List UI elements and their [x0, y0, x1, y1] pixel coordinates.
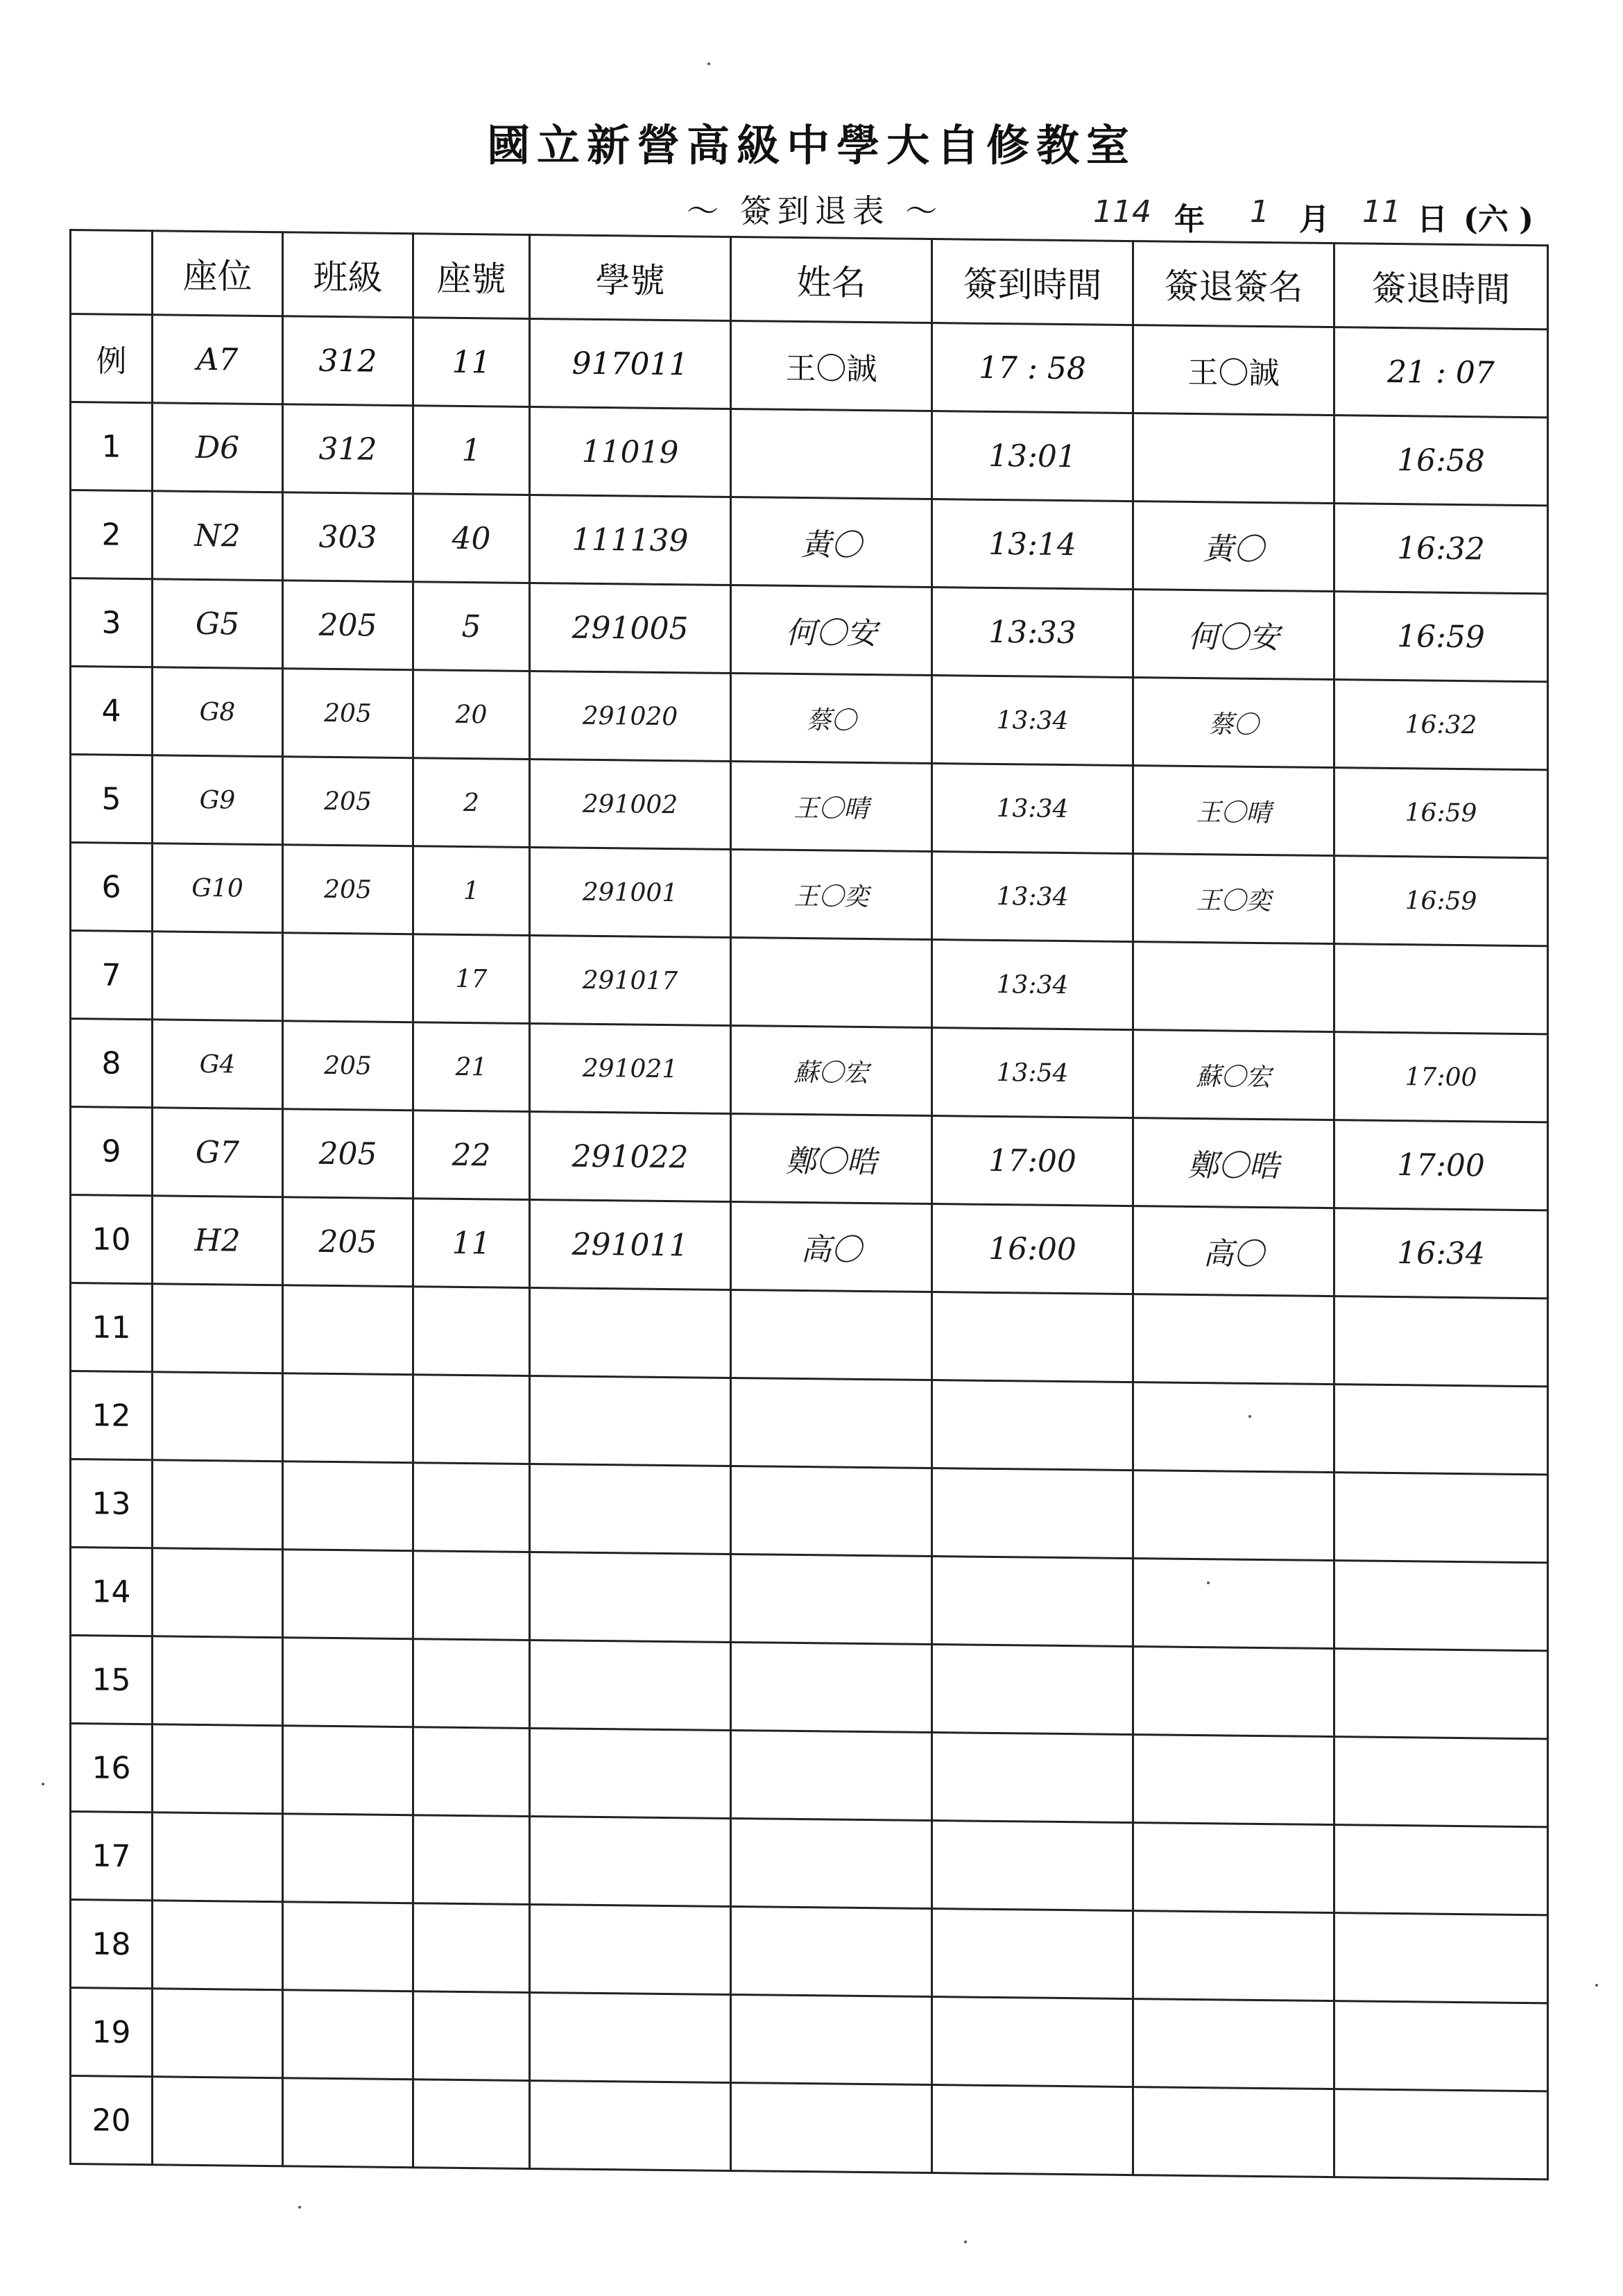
cell-seat-number[interactable]: 40: [413, 494, 530, 583]
cell-class[interactable]: 205: [283, 1197, 413, 1287]
cell-student-id[interactable]: [530, 1376, 731, 1466]
cell-seat[interactable]: [153, 1724, 283, 1814]
cell-sign-in-time[interactable]: 13:34: [932, 852, 1133, 942]
cell-seat-number[interactable]: 20: [413, 670, 530, 760]
cell-seat-number[interactable]: 5: [413, 582, 530, 671]
cell-seat[interactable]: H2: [153, 1196, 283, 1285]
cell-class[interactable]: 205: [283, 669, 413, 758]
cell-student-id[interactable]: [530, 1992, 731, 2082]
cell-seat-number[interactable]: [413, 2080, 530, 2169]
col-header-name: 姓名: [731, 237, 932, 323]
cell-seat-number[interactable]: [413, 1991, 530, 2081]
cell-student-id[interactable]: 111139: [530, 495, 731, 585]
cell-sign-in-time[interactable]: [932, 1380, 1133, 1471]
scan-speck: [1207, 1582, 1210, 1584]
form-subtitle: ～ 簽到退表 ～: [687, 192, 943, 230]
cell-student-id[interactable]: 11019: [530, 406, 731, 497]
cell-seat-number[interactable]: 11: [413, 1199, 530, 1288]
table-row: [71, 1459, 1548, 1563]
cell-student-id[interactable]: [530, 1904, 731, 1994]
cell-seat-number[interactable]: [413, 1551, 530, 1640]
example-student-id: 917011: [530, 318, 731, 409]
sign-in-sheet: [69, 229, 1547, 2166]
cell-seat-number[interactable]: [413, 1639, 530, 1729]
cell-sign-out-signature[interactable]: [1133, 1471, 1334, 1561]
cell-rowno: 17: [71, 1812, 153, 1901]
scan-speck: [1595, 1984, 1598, 1987]
cell-sign-out-signature[interactable]: [1133, 1823, 1334, 1913]
example-seat-number: 11: [413, 318, 530, 407]
cell-class[interactable]: [283, 1726, 413, 1815]
table-row: [71, 755, 1548, 858]
cell-class[interactable]: [283, 1990, 413, 2080]
cell-seat-number[interactable]: 1: [413, 406, 530, 495]
cell-sign-in-time[interactable]: 13:34: [932, 764, 1133, 854]
cell-name[interactable]: 王〇晴: [731, 761, 932, 851]
cell-student-id[interactable]: 291001: [530, 847, 731, 937]
cell-sign-in-time[interactable]: 13:14: [932, 499, 1133, 590]
cell-seat-number[interactable]: [413, 1727, 530, 1817]
cell-seat-number[interactable]: 17: [413, 934, 530, 1024]
cell-sign-out-signature[interactable]: 王〇晴: [1133, 766, 1334, 856]
cell-seat-number[interactable]: [413, 1815, 530, 1905]
cell-seat[interactable]: [153, 1813, 283, 1902]
cell-name[interactable]: 蔡〇: [731, 673, 932, 763]
cell-seat[interactable]: [153, 932, 283, 1021]
cell-sign-in-time[interactable]: [932, 1909, 1133, 1999]
cell-seat-number[interactable]: 21: [413, 1022, 530, 1112]
cell-seat[interactable]: G4: [153, 1020, 283, 1109]
cell-name[interactable]: [731, 1906, 932, 1996]
table-row: [71, 1900, 1548, 2003]
form-title: 國立新營高級中學大自修教室: [486, 120, 1136, 171]
col-header-class: 班級: [283, 232, 413, 318]
example-sign-out-time: 21 : 07: [1334, 327, 1548, 418]
cell-sign-in-time[interactable]: [932, 1645, 1133, 1735]
cell-rowno: 14: [71, 1548, 153, 1636]
cell-sign-out-time[interactable]: [1334, 944, 1548, 1034]
date-month: 1: [1250, 194, 1269, 230]
cell-sign-in-time[interactable]: 13:33: [932, 588, 1133, 678]
cell-sign-in-time[interactable]: [932, 1821, 1133, 1911]
cell-name[interactable]: 何〇安: [731, 585, 932, 675]
cell-student-id[interactable]: [530, 1640, 731, 1730]
cell-sign-in-time[interactable]: [932, 1997, 1133, 2087]
cell-class[interactable]: 205: [283, 1109, 413, 1199]
col-header-seat-number: 座號: [413, 234, 530, 319]
cell-class[interactable]: [283, 1902, 413, 1991]
cell-sign-in-time[interactable]: [932, 1292, 1133, 1382]
cell-name[interactable]: [731, 1554, 932, 1644]
cell-class[interactable]: [283, 2078, 413, 2168]
cell-student-id[interactable]: [530, 2080, 731, 2170]
cell-seat[interactable]: [153, 1989, 283, 2078]
table-row: [71, 1195, 1548, 1299]
cell-sign-out-time[interactable]: 16:32: [1334, 680, 1548, 770]
cell-seat[interactable]: N2: [153, 491, 283, 581]
example-class: 312: [283, 316, 413, 406]
cell-name[interactable]: 高〇: [731, 1201, 932, 1292]
table-row: [71, 1724, 1548, 1827]
cell-sign-out-time[interactable]: 16:34: [1334, 1208, 1548, 1299]
cell-sign-out-signature[interactable]: 王〇奕: [1133, 854, 1334, 944]
table-row: [71, 1812, 1548, 1915]
table-row: [71, 843, 1548, 946]
table-row: [71, 1371, 1548, 1475]
cell-seat[interactable]: G8: [153, 667, 283, 757]
cell-name[interactable]: 黃〇: [731, 497, 932, 587]
cell-sign-out-signature[interactable]: 蘇〇宏: [1133, 1030, 1334, 1120]
table-row: [71, 402, 1548, 506]
cell-class[interactable]: 312: [283, 404, 413, 494]
cell-seat-number[interactable]: 2: [413, 758, 530, 848]
cell-rowno: 16: [71, 1724, 153, 1813]
cell-rowno: 7: [71, 931, 153, 1020]
cell-rowno: 2: [71, 490, 153, 579]
cell-sign-out-signature[interactable]: 鄭〇晧: [1133, 1118, 1334, 1208]
cell-name[interactable]: [731, 2082, 932, 2173]
cell-class[interactable]: 303: [283, 492, 413, 582]
cell-seat-number[interactable]: 1: [413, 846, 530, 936]
cell-rowno: 11: [71, 1283, 153, 1372]
cell-sign-out-signature[interactable]: [1133, 1382, 1334, 1473]
cell-student-id[interactable]: [530, 1816, 731, 1906]
cell-rowno: 1: [71, 402, 153, 491]
cell-sign-in-time[interactable]: 13:01: [932, 411, 1133, 502]
cell-sign-out-time[interactable]: 17:00: [1334, 1120, 1548, 1210]
cell-sign-out-time[interactable]: 16:59: [1334, 856, 1548, 946]
cell-sign-out-signature[interactable]: 何〇安: [1133, 590, 1334, 680]
cell-sign-out-signature[interactable]: 黃〇: [1133, 502, 1334, 592]
cell-sign-out-time[interactable]: 16:32: [1334, 504, 1548, 594]
cell-sign-out-signature[interactable]: [1133, 2087, 1334, 2177]
scan-speck: [298, 2206, 301, 2209]
cell-sign-out-signature[interactable]: [1133, 942, 1334, 1032]
date-weekday: (六 ): [1463, 202, 1534, 237]
table-row: [71, 1019, 1548, 1122]
cell-student-id[interactable]: 291011: [530, 1199, 731, 1290]
example-sign-in-time: 17 : 58: [932, 323, 1133, 413]
table-row: [71, 2076, 1548, 2179]
cell-sign-out-signature[interactable]: 高〇: [1133, 1206, 1334, 1296]
cell-sign-out-time[interactable]: 16:59: [1334, 768, 1548, 858]
cell-rowno: 5: [71, 755, 153, 843]
table-row: [71, 1548, 1548, 1651]
cell-sign-out-time[interactable]: 16:59: [1334, 592, 1548, 682]
cell-sign-out-time[interactable]: [1334, 2089, 1548, 2179]
cell-seat[interactable]: [153, 1636, 283, 1726]
cell-sign-in-time[interactable]: [932, 1468, 1133, 1559]
cell-seat[interactable]: [153, 1284, 283, 1373]
cell-rowno: 18: [71, 1900, 153, 1989]
cell-student-id[interactable]: 291021: [530, 1023, 731, 1113]
cell-sign-out-signature[interactable]: [1133, 1559, 1334, 1649]
cell-sign-in-time[interactable]: 17:00: [932, 1116, 1133, 1206]
cell-class[interactable]: 205: [283, 1021, 413, 1111]
cell-student-id[interactable]: 291022: [530, 1111, 731, 1201]
cell-seat[interactable]: [153, 1372, 283, 1462]
cell-student-id[interactable]: 291020: [530, 671, 731, 761]
cell-name[interactable]: [731, 937, 932, 1027]
table-row: [71, 579, 1548, 682]
cell-student-id[interactable]: [530, 1728, 731, 1818]
table-row: [71, 1283, 1548, 1387]
header-row: [71, 230, 1548, 329]
cell-seat[interactable]: G5: [153, 579, 283, 669]
cell-class[interactable]: [283, 933, 413, 1022]
cell-name[interactable]: [731, 1818, 932, 1908]
example-sign-out-signature: 王〇誠: [1133, 325, 1334, 415]
cell-rowno: 9: [71, 1107, 153, 1196]
col-header-sign-in-time: 簽到時間: [932, 239, 1133, 325]
cell-name[interactable]: [731, 1290, 932, 1380]
cell-sign-out-signature[interactable]: 蔡〇: [1133, 678, 1334, 768]
date-day: 11: [1362, 194, 1401, 230]
cell-seat-number[interactable]: [413, 1903, 530, 1993]
cell-student-id[interactable]: [530, 1287, 731, 1378]
cell-seat-number[interactable]: [413, 1287, 530, 1376]
scan-speck: [42, 1783, 44, 1785]
cell-sign-out-time[interactable]: 17:00: [1334, 1032, 1548, 1122]
cell-class[interactable]: 205: [283, 581, 413, 670]
cell-name[interactable]: [731, 1994, 932, 2084]
cell-sign-out-signature[interactable]: [1133, 1911, 1334, 2001]
cell-rowno: 6: [71, 843, 153, 932]
cell-student-id[interactable]: 291017: [530, 935, 731, 1025]
col-header-student-id: 學號: [530, 234, 731, 320]
col-header-sign-out-signature: 簽退簽名: [1133, 241, 1334, 327]
cell-seat[interactable]: [153, 1901, 283, 1990]
cell-sign-in-time[interactable]: 13:34: [932, 676, 1133, 766]
cell-sign-out-time[interactable]: [1334, 1296, 1548, 1387]
cell-seat[interactable]: [153, 1548, 283, 1638]
cell-name[interactable]: [731, 409, 932, 499]
cell-class[interactable]: [283, 1638, 413, 1727]
cell-class[interactable]: 205: [283, 757, 413, 846]
cell-student-id[interactable]: 291005: [530, 583, 731, 673]
cell-rowno: 15: [71, 1636, 153, 1724]
cell-sign-out-time[interactable]: [1334, 1649, 1548, 1739]
cell-seat[interactable]: [153, 2077, 283, 2166]
cell-class[interactable]: [283, 1462, 413, 1551]
cell-rowno: 4: [71, 667, 153, 755]
scan-speck: [1248, 1415, 1251, 1418]
cell-rowno: 8: [71, 1019, 153, 1108]
cell-sign-out-time[interactable]: [1334, 1473, 1548, 1563]
date-year: 114: [1093, 194, 1151, 230]
table-row: [71, 490, 1548, 594]
cell-class[interactable]: 205: [283, 845, 413, 934]
cell-sign-in-time[interactable]: [932, 1557, 1133, 1647]
cell-sign-in-time[interactable]: [932, 1733, 1133, 1823]
table-row: [71, 1636, 1548, 1739]
cell-name[interactable]: 蘇〇宏: [731, 1025, 932, 1115]
cell-rowno: 13: [71, 1459, 153, 1548]
col-header-sign-out-time: 簽退時間: [1334, 243, 1548, 329]
cell-class[interactable]: [283, 1814, 413, 1903]
example-name: 王〇誠: [731, 320, 932, 411]
cell-sign-out-signature[interactable]: [1133, 1735, 1334, 1825]
cell-sign-out-time[interactable]: [1334, 1737, 1548, 1827]
sign-in-table: [69, 229, 1549, 2180]
scan-speck: [964, 2241, 967, 2243]
cell-name[interactable]: [731, 1642, 932, 1732]
cell-seat-number[interactable]: [413, 1463, 530, 1552]
date-month-label: 月: [1299, 202, 1330, 237]
cell-sign-out-time[interactable]: [1334, 1913, 1548, 2003]
scan-speck: [707, 62, 710, 65]
cell-seat[interactable]: [153, 1460, 283, 1550]
cell-name[interactable]: [731, 1730, 932, 1820]
table-row: [71, 931, 1548, 1034]
cell-student-id[interactable]: 291002: [530, 759, 731, 849]
col-header-rowno: [71, 230, 153, 315]
cell-sign-out-signature[interactable]: [1133, 1647, 1334, 1737]
table-row: [71, 1988, 1548, 2091]
example-seat: A7: [153, 315, 283, 404]
cell-name[interactable]: [731, 1466, 932, 1556]
date-year-label: 年: [1174, 202, 1205, 237]
cell-sign-out-signature[interactable]: [1133, 1294, 1334, 1385]
cell-sign-out-time[interactable]: [1334, 2001, 1548, 2091]
cell-sign-out-signature[interactable]: [1133, 413, 1334, 504]
cell-name[interactable]: 王〇奕: [731, 849, 932, 939]
cell-student-id[interactable]: [530, 1552, 731, 1642]
cell-class[interactable]: [283, 1373, 413, 1463]
table-row: [71, 1107, 1548, 1210]
cell-sign-out-time[interactable]: [1334, 1561, 1548, 1651]
cell-rowno: 12: [71, 1371, 153, 1460]
date-line: [1089, 194, 1561, 239]
cell-sign-out-signature[interactable]: [1133, 1999, 1334, 2089]
cell-rowno: 20: [71, 2076, 153, 2165]
cell-class[interactable]: [283, 1285, 413, 1375]
cell-name[interactable]: [731, 1378, 932, 1468]
cell-sign-out-time[interactable]: [1334, 1825, 1548, 1915]
date-day-label: 日: [1417, 202, 1448, 237]
cell-student-id[interactable]: [530, 1464, 731, 1554]
cell-rowno: 10: [71, 1195, 153, 1284]
cell-seat[interactable]: G10: [153, 843, 283, 933]
cell-sign-in-time[interactable]: 16:00: [932, 1204, 1133, 1294]
cell-sign-out-time[interactable]: [1334, 1385, 1548, 1475]
cell-class[interactable]: [283, 1550, 413, 1639]
cell-sign-in-time[interactable]: 13:54: [932, 1028, 1133, 1118]
cell-seat-number[interactable]: [413, 1375, 530, 1464]
cell-seat[interactable]: D6: [153, 403, 283, 492]
cell-sign-out-time[interactable]: 16:58: [1334, 415, 1548, 506]
cell-rowno: 3: [71, 579, 153, 667]
col-header-seat: 座位: [153, 231, 283, 316]
cell-sign-in-time[interactable]: [932, 2085, 1133, 2175]
cell-seat[interactable]: G9: [153, 755, 283, 845]
cell-sign-in-time[interactable]: 13:34: [932, 940, 1133, 1030]
cell-name[interactable]: 鄭〇晧: [731, 1113, 932, 1203]
cell-seat[interactable]: G7: [153, 1108, 283, 1197]
example-label: 例: [71, 314, 153, 403]
table-row: [71, 667, 1548, 770]
cell-rowno: 19: [71, 1988, 153, 2077]
cell-seat-number[interactable]: 22: [413, 1111, 530, 1200]
example-row: [71, 314, 1548, 418]
